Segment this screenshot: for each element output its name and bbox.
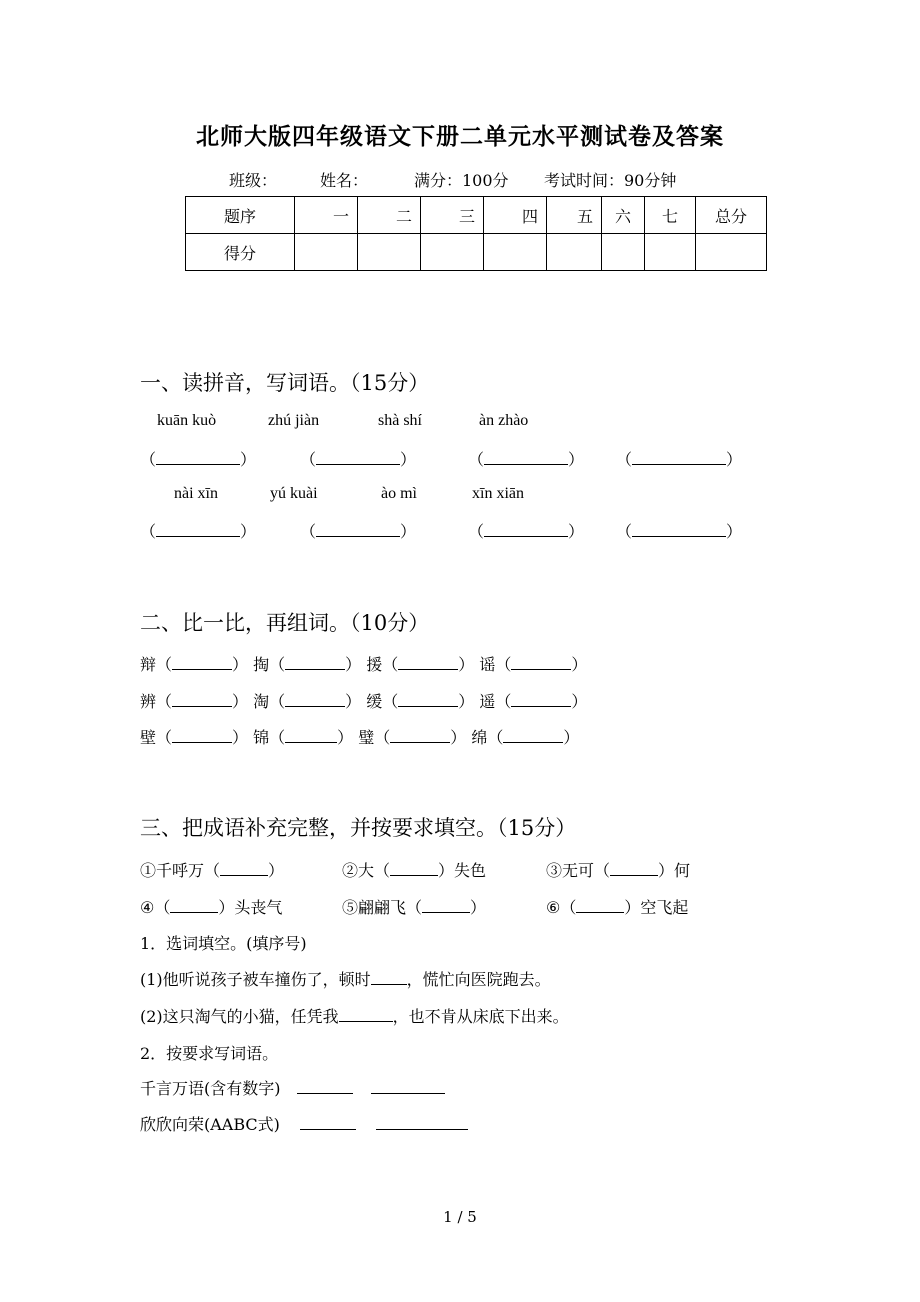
score-cell[interactable]: [295, 234, 358, 271]
answer-blank[interactable]: [576, 898, 624, 913]
char: 辨: [140, 692, 157, 711]
idiom-item: [342, 858, 486, 881]
answer-blank[interactable]: [285, 655, 345, 670]
pinyin: kuān kuò: [157, 412, 217, 429]
sentence-text: (1)他听说孩子被车撞伤了，顿时: [140, 970, 371, 989]
score-cell[interactable]: [696, 234, 767, 271]
score-cell[interactable]: [358, 234, 421, 271]
pinyin: àn zhào: [479, 412, 529, 429]
close-paren: ）: [400, 522, 417, 541]
score-table-cell: 六: [602, 197, 645, 234]
char: 遥: [479, 692, 496, 711]
answer-blank[interactable]: [300, 1115, 356, 1130]
char: 援: [366, 655, 383, 674]
score-table: [185, 196, 767, 271]
idiom-item: [546, 895, 688, 918]
score-cell[interactable]: [547, 234, 602, 271]
open-paren: （: [468, 522, 485, 541]
pinyin: nài xīn: [174, 485, 218, 502]
prompt-text: 千言万语(含有数字): [140, 1079, 281, 1098]
score-cell[interactable]: [645, 234, 696, 271]
idiom-text: ）何: [658, 861, 691, 880]
score-table-score-row: [186, 234, 767, 271]
char: 掏: [253, 655, 270, 674]
answer-blank[interactable]: [172, 728, 232, 743]
close-paren: ）: [568, 522, 585, 541]
compare-row: 壁（ ） 锦（ ） 璧（ ） 绵（ ）: [140, 728, 580, 747]
answer-blank[interactable]: [300, 519, 416, 542]
score-cell[interactable]: [421, 234, 484, 271]
answer-blank[interactable]: [300, 447, 416, 470]
answer-blank[interactable]: [511, 692, 571, 707]
answer-blank[interactable]: [468, 447, 584, 470]
answer-blank[interactable]: [398, 655, 458, 670]
name-label: 姓名：: [320, 171, 369, 190]
compare-row: 辨（ ） 淘（ ） 缓（ ） 遥（ ）: [140, 692, 588, 711]
prompt-text: 欣欣向荣(AABC式): [140, 1115, 280, 1134]
close-paren: ）: [568, 450, 585, 469]
idiom-text: ①千呼万（: [140, 861, 221, 880]
char: 谣: [479, 655, 496, 674]
page-number: 1 / 5: [443, 1208, 477, 1226]
close-paren: ）: [726, 522, 743, 541]
question-2: 2．按要求写词语。: [140, 1044, 279, 1063]
idiom-item: [140, 895, 282, 918]
answer-blank[interactable]: [376, 1115, 468, 1130]
pinyin: zhú jiàn: [268, 412, 320, 429]
score-table-cell: 四: [484, 197, 547, 234]
answer-blank[interactable]: [140, 447, 256, 470]
question-2-b: [140, 1112, 468, 1135]
idiom-text: ⑤翩翩飞（: [342, 898, 423, 917]
close-paren: ）: [726, 450, 743, 469]
sentence-text: ，慌忙向医院跑去。: [406, 970, 551, 989]
answer-blank[interactable]: [285, 728, 337, 743]
sentence-text: ，也不肯从床底下出来。: [392, 1007, 569, 1026]
idiom-text: ⑥（: [546, 898, 577, 917]
page-title: 北师大版四年级语文下册二单元水平测试卷及答案: [196, 123, 724, 150]
open-paren: （: [300, 450, 317, 469]
char: 璧: [358, 728, 375, 747]
idiom-item: [546, 858, 690, 881]
answer-blank[interactable]: [339, 1007, 393, 1022]
answer-blank[interactable]: [371, 1079, 445, 1094]
idiom-text: ）头丧气: [218, 898, 283, 917]
answer-blank[interactable]: [172, 655, 232, 670]
open-paren: （: [300, 522, 317, 541]
score-table-cell: 总分: [696, 197, 767, 234]
question-2-a: [140, 1076, 445, 1099]
open-paren: （: [140, 522, 157, 541]
score-table-header-row: [186, 197, 767, 234]
answer-blank[interactable]: [616, 519, 742, 542]
idiom-item: [342, 895, 486, 918]
char: 锦: [253, 728, 270, 747]
class-label: 班级：: [229, 171, 278, 190]
score-cell[interactable]: [602, 234, 645, 271]
compare-row: 辩（ ） 掏（ ） 援（ ） 谣（ ）: [140, 655, 588, 674]
answer-blank[interactable]: [170, 898, 218, 913]
answer-blank[interactable]: [610, 861, 658, 876]
answer-blank[interactable]: [503, 728, 563, 743]
question-1-b: [140, 1004, 569, 1027]
idiom-text: ）: [470, 898, 487, 917]
answer-blank[interactable]: [390, 861, 438, 876]
pinyin: ào mì: [381, 485, 417, 502]
question-1-a: [140, 967, 551, 990]
score-table-cell: 二: [358, 197, 421, 234]
section3-heading: 三、把成语补充完整，并按要求填空。（15分）: [140, 816, 577, 840]
answer-blank[interactable]: [285, 692, 345, 707]
section2-heading: 二、比一比，再组词。（10分）: [140, 611, 430, 635]
char: 缓: [366, 692, 383, 711]
question-1: 1．选词填空。(填序号): [140, 934, 307, 953]
idiom-text: ）空飞起: [624, 898, 689, 917]
close-paren: ）: [240, 450, 257, 469]
pinyin: yú kuài: [270, 485, 318, 502]
char: 绵: [471, 728, 488, 747]
open-paren: （: [140, 450, 157, 469]
idiom-item: [140, 858, 284, 881]
close-paren: ）: [240, 522, 257, 541]
score-table-cell: 一: [295, 197, 358, 234]
answer-blank[interactable]: [297, 1079, 353, 1094]
score-cell[interactable]: [484, 234, 547, 271]
answer-blank[interactable]: [468, 519, 584, 542]
answer-blank[interactable]: [172, 692, 232, 707]
answer-blank[interactable]: [220, 861, 268, 876]
answer-blank[interactable]: [371, 970, 407, 985]
answer-blank[interactable]: [140, 519, 256, 542]
answer-blank[interactable]: [511, 655, 571, 670]
score-table-cell: 五: [547, 197, 602, 234]
char: 淘: [253, 692, 270, 711]
answer-blank[interactable]: [422, 898, 470, 913]
score-table-cell: 七: [645, 197, 696, 234]
answer-blank[interactable]: [398, 692, 458, 707]
open-paren: （: [616, 522, 633, 541]
full-score-label: 满分：100分: [414, 171, 509, 190]
close-paren: ）: [400, 450, 417, 469]
idiom-text: ③无可（: [546, 861, 611, 880]
answer-blank[interactable]: [390, 728, 450, 743]
answer-blank[interactable]: [616, 447, 742, 470]
sentence-text: (2)这只淘气的小猫，任凭我: [140, 1007, 339, 1026]
score-table-cell: 题序: [186, 197, 295, 234]
idiom-text: ）: [268, 861, 285, 880]
open-paren: （: [468, 450, 485, 469]
pinyin: xīn xiān: [472, 485, 524, 502]
open-paren: （: [616, 450, 633, 469]
idiom-text: ）失色: [438, 861, 487, 880]
pinyin: shà shí: [378, 412, 422, 429]
score-table-cell: 得分: [186, 234, 295, 271]
exam-time-label: 考试时间：90分钟: [544, 171, 677, 190]
char: 辩: [140, 655, 157, 674]
idiom-text: ④（: [140, 898, 171, 917]
char: 壁: [140, 728, 157, 747]
idiom-text: ②大（: [342, 861, 391, 880]
score-table-cell: 三: [421, 197, 484, 234]
section1-heading: 一、读拼音，写词语。（15分）: [140, 371, 430, 395]
